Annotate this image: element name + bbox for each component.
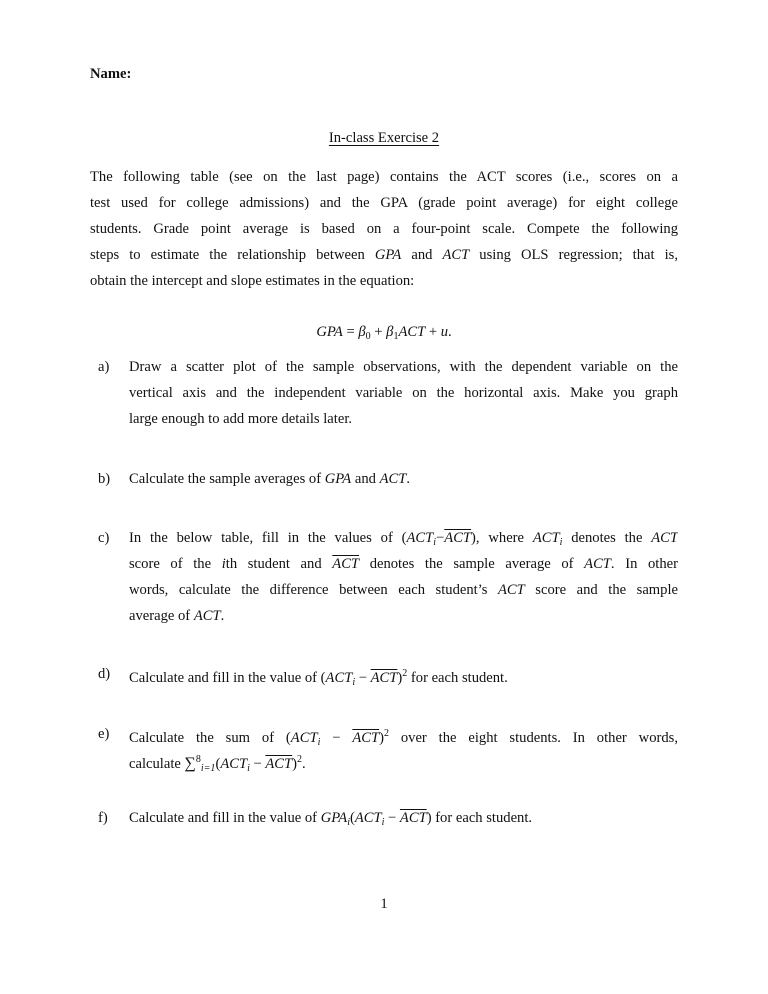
text-run: Calculate the sample averages of [129,471,325,487]
text-run: students. Grade point average is based on a four-point scale. Compete the following [90,221,678,237]
text-run: and [351,471,380,487]
math-variable: ACT [354,810,382,826]
math-mean-overline: $\overline{ACT}$ [399,810,427,826]
text-run: vertical axis and the independent variable on the horizontal axis. Make you graph [129,385,678,401]
math-subscript: 0 [365,331,371,342]
question-a [90,354,678,432]
text-line [90,190,678,216]
math-variable: β [358,324,366,340]
math-variable: ACT [532,530,560,546]
text-run: denotes the [562,530,652,546]
text-run: In the below table, fill in the values of ( [129,530,407,546]
intro-paragraph [90,164,678,294]
text-run: ) for each student. [426,810,533,826]
math-subscript: i [433,537,437,548]
text-line [129,406,678,432]
math-variable: ACT [442,247,470,263]
text-run: . In other [610,556,678,572]
text-line [129,721,678,747]
text-run: and [401,247,443,263]
text-line [129,466,678,492]
summation-symbol: ∑ [184,755,196,772]
question-f [90,805,678,831]
question-label: a) [98,359,110,375]
text-run: over the eight students. In other words, [388,730,678,746]
math-variable: ACT [406,530,434,546]
math-variable: ACT [220,756,248,772]
question-label: f) [98,810,108,826]
text-run: calculate [129,756,185,772]
text-run: ( [349,810,355,826]
text-line [129,525,678,551]
question-label: b) [98,471,111,487]
math-subscript: i [317,737,321,747]
text-line [90,319,678,345]
text-run: . [406,471,411,487]
math-variable: ACT [584,556,611,572]
regression-equation [90,319,678,345]
question-d [90,661,678,687]
math-superscript: 8 [195,754,201,765]
question-label: c) [98,530,110,546]
text-run: test used for college admissions) and the GPA (grade point average) for eight college [90,195,678,211]
text-run: using OLS regression; that is, [469,247,678,263]
text-line [129,661,678,687]
math-superscript: 2 [402,668,408,679]
text-line [129,603,678,629]
text-run: words, calculate the difference between each student’s [129,582,498,598]
text-run: ) [379,730,384,746]
math-subscript: i [352,677,356,688]
math-variable: β [386,324,394,340]
page-title: In-class Exercise 2 [328,130,440,146]
math-subscript: i=1 [200,763,216,774]
math-superscript: 2 [383,728,389,739]
math-variable: ACT [193,608,221,624]
text-run: − [320,730,353,746]
math-variable: ACT [290,730,318,746]
text-run: Draw a scatter plot of the sample observations, with the dependent variable on the [129,359,678,375]
text-run: ) [397,670,403,686]
math-mean-overline: $\overline{ACT}$ [332,556,360,572]
text-line [90,268,678,294]
text-run: + [370,324,387,340]
math-variable: ACT [325,670,353,686]
text-line [129,805,678,831]
math-variable: ACT [651,530,678,546]
text-line [90,164,678,190]
text-run: for each student. [407,670,508,686]
text-run: ) [292,756,298,772]
math-variable: GPA [374,247,402,263]
text-run: denotes the sample average of [359,556,585,572]
text-run: − [355,670,371,686]
text-run: Calculate and fill in the value of [129,810,321,826]
name-label: Name: [90,66,132,82]
math-variable: GPA [324,471,352,487]
text-run: ( [215,756,221,772]
text-run: − [384,810,400,826]
text-run: . [220,608,225,624]
math-variable: ACT [379,471,407,487]
math-mean-overline: $\overline{ACT}$ [370,670,398,686]
text-run: Calculate and fill in the value of ( [129,670,326,686]
text-run: . [448,324,452,340]
text-run: − [249,756,266,772]
math-superscript: 2 [297,754,303,765]
text-run: = [342,324,359,340]
text-run: + [425,324,441,340]
text-run: th student and [225,556,333,572]
math-subscript: i [559,537,563,548]
text-line [129,747,678,773]
math-variable: GPA [316,324,343,340]
text-run: The following table (see on the last page) contains the ACT scores (i.e., scores on a [90,169,678,185]
math-subscript: i [347,817,350,828]
math-subscript: i [381,817,385,828]
question-c [90,525,678,629]
question-b [90,466,678,492]
text-run: obtain the intercept and slope estimates in the equation: [90,273,415,289]
math-subscript: i [247,763,250,774]
text-line [129,577,678,603]
text-line [129,354,678,380]
text-line [129,551,678,577]
text-run: steps to estimate the relationship between [90,247,375,263]
math-variable: GPA [320,810,348,826]
math-variable: ACT [398,324,426,340]
text-run: − [436,530,445,546]
text-line [129,380,678,406]
text-run: score and the sample [524,582,678,598]
text-run: average of [129,608,194,624]
text-run: large enough to add more details later. [129,411,353,427]
text-line [90,242,678,268]
text-run: . [302,756,306,772]
math-variable: ACT [497,582,525,598]
text-run: Calculate the sum of ( [129,730,291,746]
page-number: 1 [380,896,388,912]
math-mean-overline: $\overline{ACT}$ [352,730,380,746]
text-run: score of the [129,556,222,572]
question-label: e) [98,726,110,742]
math-subscript: 1 [393,331,399,342]
question-e [90,721,678,773]
math-variable: u [440,324,449,340]
math-variable: i [221,556,226,572]
math-mean-overline: $\overline{ACT}$ [444,530,472,546]
text-run: ), where [471,530,533,546]
math-mean-overline: $\overline{ACT}$ [265,756,293,772]
question-label: d) [98,666,111,682]
text-line [90,216,678,242]
